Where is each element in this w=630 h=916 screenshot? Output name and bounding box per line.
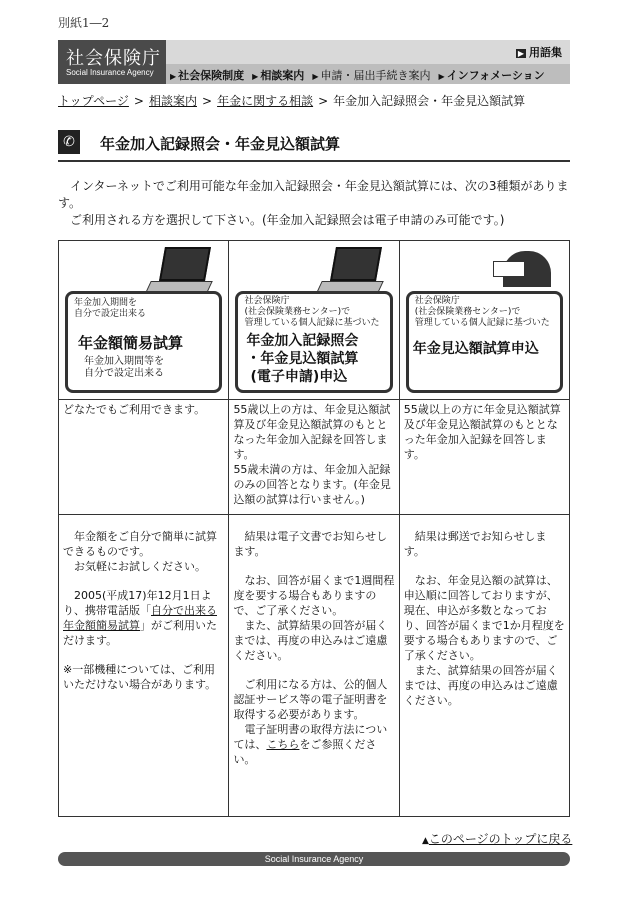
eligibility-cell: 55歳以上の方に年金見込額試算及び年金見込額試算のもととなった年金加入記録を回答します。 bbox=[399, 400, 569, 515]
card-note: 年金加入期間を 自分で設定出来る bbox=[74, 298, 147, 319]
card-org: 社会保険庁 (社会保険業務センター)で 管理している個人記録に基づいた bbox=[244, 296, 380, 328]
glossary-link[interactable] bbox=[516, 44, 562, 60]
breadcrumb-separator: > bbox=[133, 94, 144, 108]
card-button-electronic[interactable] bbox=[235, 291, 392, 393]
global-nav bbox=[166, 64, 570, 84]
breadcrumb-separator: > bbox=[202, 94, 213, 108]
triangle-icon: ▶ bbox=[170, 72, 177, 81]
service-table bbox=[58, 240, 570, 817]
logo-text-en: Social Insurance Agency bbox=[66, 68, 154, 77]
service-card-mail[interactable] bbox=[399, 241, 569, 400]
breadcrumb-separator: > bbox=[318, 94, 329, 108]
breadcrumb-consultation[interactable]: 相談案内 bbox=[148, 94, 197, 108]
back-to-top-label: このページのトップに戻る bbox=[428, 832, 573, 846]
page-title-bar bbox=[58, 130, 570, 162]
glossary-label: 用語集 bbox=[529, 46, 562, 59]
document-label: 別紙1―2 bbox=[58, 16, 110, 30]
triangle-icon: ▶ bbox=[252, 72, 259, 81]
card-button-mail[interactable] bbox=[406, 291, 563, 393]
mobile-simulation-link[interactable]: 自分で出来る年金額簡易試算 bbox=[63, 604, 217, 632]
service-card-electronic[interactable] bbox=[229, 241, 399, 400]
eligibility-cell: 55歳以上の方は、年金見込額試算及び年金見込額試算のもととなった年金加入記録を回答します。 55歳未満の方は、年金加入記録のみの回答となります。(年金見込額の試算は行いません。) bbox=[229, 400, 399, 515]
site-header bbox=[58, 40, 570, 84]
eligibility-cell: どなたでもご利用できます。 bbox=[59, 400, 229, 515]
logo-text-jp: 社会保険庁 bbox=[66, 48, 161, 69]
intro-line-1: インターネットでご利用可能な年金加入記録照会・年金見込額試算には、次の3種類があります。 bbox=[58, 179, 569, 210]
detail-cell: 結果は電子文書でお知らせします。 なお、回答が届くまで1週間程度を要する場合もありますので、ご了承ください。 また、試算結果の回答が届くまでは、再度の申込みはご遠慮ください。 ご利用になる方は、公的個人認証サービス等の電子証明書を取得する必要があります。 電子証明書の取得方法については、こちらをご参照ください。 bbox=[229, 515, 399, 817]
site-logo[interactable] bbox=[58, 40, 166, 84]
triangle-icon: ▶ bbox=[438, 72, 445, 81]
back-to-top-link[interactable] bbox=[422, 830, 572, 847]
certificate-info-link[interactable]: こちら bbox=[266, 738, 300, 751]
service-card-simple[interactable] bbox=[59, 241, 229, 400]
breadcrumb-current: 年金加入記録照会・年金見込額試算 bbox=[333, 94, 526, 108]
card-title: 年金額簡易試算 bbox=[78, 334, 184, 352]
detail-cell: 結果は郵送でお知らせします。 なお、年金見込額の試算は、申込順に回答しておりますが、現在、申込が多数となっており、回答が届くまで1か月程度を要する場合もありますので、ご了承ください。 また、試算結果の回答が届くまでは、再度の申込みはご遠慮ください。 bbox=[399, 515, 569, 817]
intro-line-2: ご利用される方を選択して下さい。(年金加入記録照会は電子申請のみ可能です。) bbox=[70, 213, 505, 227]
page-title: 年金加入記録照会・年金見込額試算 bbox=[100, 135, 341, 153]
card-subnote: 年金加入期間等を 自分で設定出来る bbox=[84, 356, 164, 379]
postbox-icon bbox=[493, 245, 555, 295]
breadcrumb bbox=[58, 92, 525, 109]
detail-cell: 年金額をご自分で簡単に試算できるものです。 お気軽にお試しください。 2005(平成17)年12月1日より、携帯電話版「自分で出来る年金額簡易試算」がご利用いただけます。 ※一部機種については、ご利用いただけない場合があります。 bbox=[59, 515, 229, 817]
card-button-simple[interactable] bbox=[65, 291, 222, 393]
up-triangle-icon: ▲ bbox=[422, 836, 429, 846]
breadcrumb-pension[interactable]: 年金に関する相談 bbox=[217, 94, 314, 108]
card-title: 年金見込額試算申込 bbox=[412, 341, 539, 357]
nav-item-consultation[interactable]: ▶ 相談案内 bbox=[252, 69, 305, 82]
triangle-icon: ▶ bbox=[312, 72, 319, 81]
card-org: 社会保険庁 (社会保険業務センター)で 管理している個人記録に基づいた bbox=[414, 296, 550, 328]
nav-item-procedures[interactable]: ▶ 申請・届出手続き案内 bbox=[312, 69, 431, 82]
nav-item-system[interactable]: ▶ 社会保険制度 bbox=[170, 69, 245, 82]
breadcrumb-top[interactable]: トップページ bbox=[58, 94, 129, 108]
site-footer: Social Insurance Agency bbox=[58, 852, 570, 866]
arrow-icon: ▶ bbox=[517, 49, 524, 58]
card-title: 年金加入記録照会 ・年金見込額試算 (電子申請)申込 bbox=[246, 333, 359, 385]
intro-text bbox=[58, 178, 570, 229]
nav-item-information[interactable]: ▶ インフォメーション bbox=[438, 69, 545, 82]
phone-icon: ✆ bbox=[58, 130, 80, 154]
